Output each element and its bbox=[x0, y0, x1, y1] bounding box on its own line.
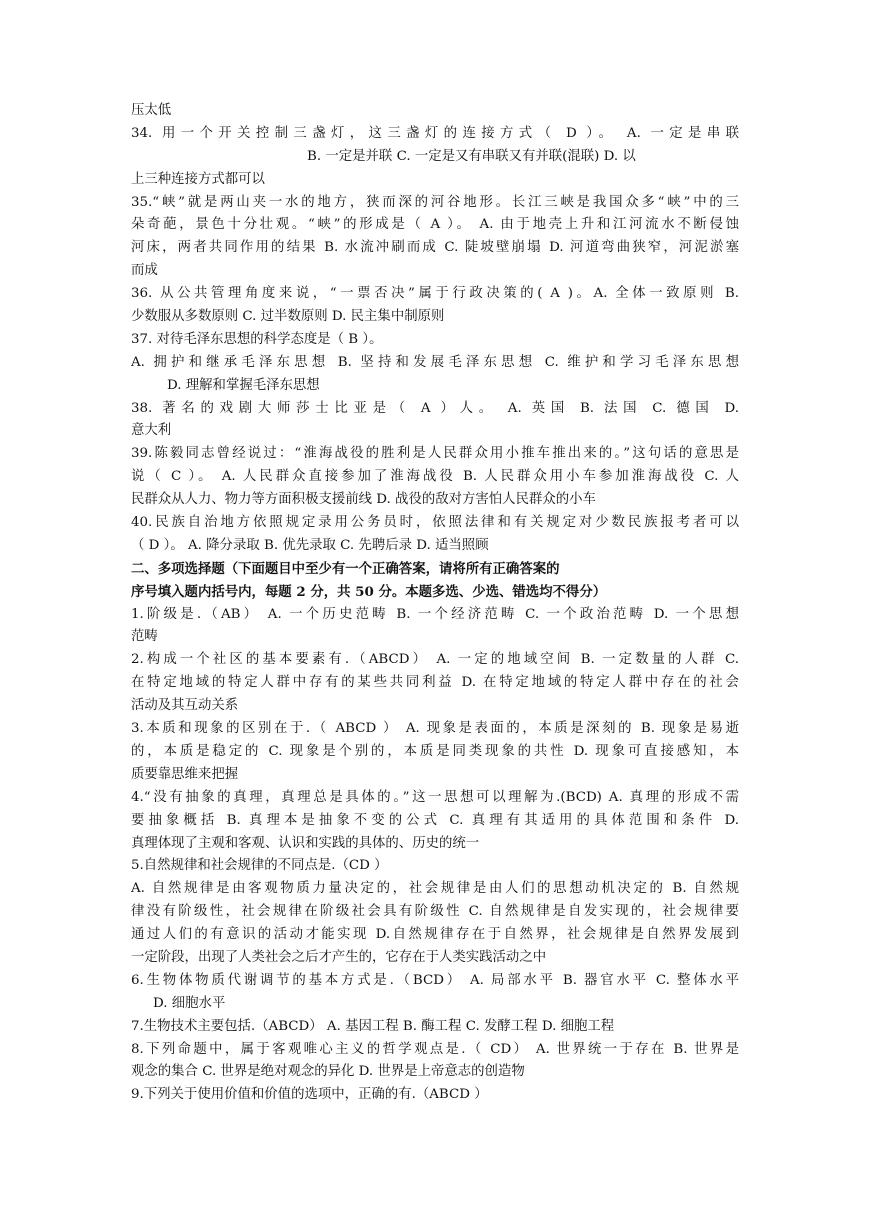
text-line: 35.“峡”就是两山夹一水的地方，狭而深的河谷地形。长江三峡是我国众多“峡”中的三 bbox=[131, 194, 739, 210]
text-line: 1.阶级是.（AB） A. 一个历史范畴 B. 一个经济范畴 C. 一个政治范畴 D. 一个思想 bbox=[131, 606, 739, 622]
section-heading-line: 二、多项选择题（下面题目中至少有一个正确答案，请将所有正确答案的 bbox=[131, 560, 560, 577]
text-line: 40.民族自治地方依照规定录用公务员时，依照法律和有关规定对少数民族报考者可以 bbox=[131, 515, 739, 531]
text-line: 4.“没有抽象的真理，真理总是具体的。”这一思想可以理解为.(BCD) A. 真理的形成不需 bbox=[131, 789, 739, 805]
text-line: 民群众从人力、物力等方面积极支援前线 D. 战役的敌对方害怕人民群众的小车 bbox=[131, 492, 596, 508]
text-line: 5.自然规律和社会规律的不同点是.（CD ） bbox=[131, 858, 388, 874]
text-line: 2.构成一个社区的基本要素有.（ABCD） A. 一定的地域空间 B. 一定数量的人群 C. bbox=[131, 652, 739, 668]
text-line: 7.生物技术主要包括.（ABCD） A. 基因工程 B. 酶工程 C. 发酵工程 D. 细胞工程 bbox=[131, 1018, 615, 1034]
text-line: 36. 从公共管理角度来说，“一票否决”属于行政决策的( A )。A. 全体一致原则 B. bbox=[131, 286, 739, 302]
text-line: 在特定地域的特定人群中存有的某些共同利益 D. 在特定地域的特定人群中存在的社会 bbox=[131, 675, 739, 691]
text-line: 真理体现了主观和客观、认识和实践的具体的、历史的统一 bbox=[131, 835, 480, 851]
text-line: A. 自然规律是由客观物质力量决定的，社会规律是由人们的思想动机决定的 B. 自然规 bbox=[131, 881, 739, 897]
text-line: 意大利 bbox=[131, 423, 172, 439]
text-line: 范畴 bbox=[131, 629, 158, 645]
document-page bbox=[131, 100, 739, 1107]
text-line: 河床，两者共同作用的结果 B. 水流冲刷而成 C. 陡坡壁崩塌 D. 河道弯曲狭窄，河泥淤塞 bbox=[131, 240, 739, 256]
text-line: 37. 对待毛泽东思想的科学态度是（ B ）。 bbox=[131, 331, 383, 347]
text-line: 质要靠思维来把握 bbox=[131, 766, 239, 782]
text-line: 一定阶段，出现了人类社会之后才产生的，它存在于人类实践活动之中 bbox=[131, 949, 547, 965]
text-line: 6.生物体物质代谢调节的基本方式是.（BCD） A. 局部水平 B. 器官水平 C. 整体水平 bbox=[131, 972, 739, 988]
text-line: 活动及其互动关系 bbox=[131, 698, 239, 714]
text-line: D. 细胞水平 bbox=[153, 995, 226, 1011]
text-line: 要抽象概括 B. 真理本是抽象不变的公式 C. 真理有其适用的具体范围和条件 D. bbox=[131, 812, 739, 828]
section-heading-line: 序号填入题内括号内，每题 2 分，共 50 分。本题多选、少选、错选均不得分） bbox=[131, 583, 607, 600]
text-line: 压太低 bbox=[131, 103, 172, 118]
text-line: 而成 bbox=[131, 263, 158, 279]
text-line: 律没有阶级性，社会规律在阶级社会具有阶级性 C. 自然规律是自发实现的，社会规律要 bbox=[131, 904, 739, 920]
text-line: B. 一定是并联 C. 一定是又有串联又有并联(混联) D. 以 bbox=[307, 148, 636, 164]
text-line: 的，本质是稳定的 C. 现象是个别的，本质是同类现象的共性 D. 现象可直接感知，本 bbox=[131, 743, 739, 759]
text-line: 说（ C ）。 A. 人民群众直接参加了淮海战役 B. 人民群众用小车参加淮海战役 C. 人 bbox=[131, 469, 739, 485]
text-line: （ D ）。 A. 降分录取 B. 优先录取 C. 先聘后录 D. 适当照顾 bbox=[131, 537, 489, 553]
text-line: D. 理解和掌握毛泽东思想 bbox=[167, 377, 320, 393]
text-line: 少数服从多数原则 C. 过半数原则 D. 民主集中制原则 bbox=[131, 309, 445, 325]
text-line: 9.下列关于使用价值和价值的选项中，正确的有.（ABCD ） bbox=[131, 1087, 488, 1103]
text-line: 39.陈毅同志曾经说过：“淮海战役的胜利是人民群众用小推车推出来的。”这句话的意思是 bbox=[131, 446, 739, 462]
text-line: 3.本质和现象的区别在于.（ ABCD ） A. 现象是表面的，本质是深刻的 B. 现象是易逝 bbox=[131, 721, 739, 737]
text-line: 38. 著名的戏剧大师莎士比亚是（ A ）人。 A. 英国 B. 法国 C. 德国 D. bbox=[131, 400, 739, 416]
text-line: A. 拥护和继承毛泽东思想 B. 坚持和发展毛泽东思想 C. 维护和学习毛泽东思想 bbox=[131, 354, 739, 370]
text-line: 朵奇葩，景色十分壮观。“峡”的形成是（ A ）。 A. 由于地壳上升和江河流水不断侵蚀 bbox=[131, 217, 739, 233]
text-line: 上三种连接方式都可以 bbox=[131, 171, 265, 187]
text-line: 观念的集合 C. 世界是绝对观念的异化 D. 世界是上帝意志的创造物 bbox=[131, 1064, 525, 1080]
text-line: 8.下列命题中，属于客观唯心主义的哲学观点是.（ CD） A. 世界统一于存在 B. 世界是 bbox=[131, 1041, 739, 1057]
text-line: 通过人们的有意识的活动才能实现 D.自然规律存在于自然界，社会规律是自然界发展到 bbox=[131, 927, 739, 943]
text-line: 34. 用一个开关控制三盏灯，这三盏灯的连接方式（ D ）。 A. 一定是串联 bbox=[131, 125, 739, 141]
